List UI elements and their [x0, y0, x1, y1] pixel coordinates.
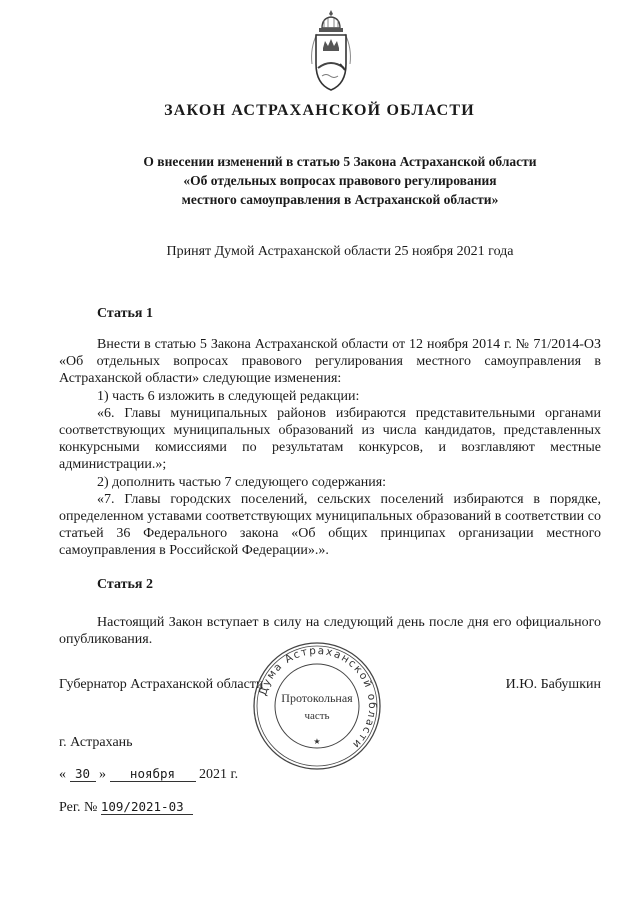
stamp-center-line-2: часть [304, 710, 330, 722]
date-year: 2021 г. [199, 767, 239, 782]
article-1-heading: Статья 1 [97, 306, 153, 321]
subtitle-line: местного самоуправления в Астраханской области» [181, 192, 499, 207]
signing-date [59, 766, 238, 783]
date-month: ноября [110, 766, 196, 782]
registration-label: Рег. № [59, 800, 98, 815]
article-1-item-2: 2) дополнить частью 7 следующего содержания: [97, 474, 387, 490]
subtitle-line: О внесении изменений в статью 5 Закона Астраханской области [143, 154, 537, 169]
registration-number [59, 799, 193, 816]
stamp-star-icon: ★ [313, 737, 321, 746]
subtitle-line: «Об отдельных вопросах правового регулирования [183, 173, 497, 188]
article-1-item-1-text: «6. Главы муниципальных районов избираются представительными органами соответствующих муниципальных образований из числа кандидатов, представленных конкурсными комиссиями по результатам конкурсов, и возглавляют местные администрации.»; [59, 405, 601, 473]
date-open-quote: « [59, 767, 66, 782]
law-subtitle [60, 152, 620, 209]
signatory-name: И.Ю. Бабушкин [505, 677, 601, 692]
article-1-intro: Внести в статью 5 Закона Астраханской области от 12 ноября 2014 г. № 71/2014-ОЗ «Об отдельных вопросах правового регулирования местного самоуправления в Астраханской области» следующие изменения: [59, 337, 601, 387]
duma-stamp [251, 640, 383, 772]
article-1-body [59, 336, 601, 560]
article-2-heading: Статья 2 [97, 577, 153, 592]
stamp-ring-text-path: Дума Астраханской области [257, 644, 379, 752]
adoption-statement: Принят Думой Астраханской области 25 ноября 2021 года [166, 244, 514, 259]
signatory-position: Губернатор Астраханской области [59, 677, 264, 692]
law-title: ЗАКОН АСТРАХАНСКОЙ ОБЛАСТИ [164, 102, 475, 119]
date-close-quote: » [99, 767, 106, 782]
date-day: 30 [70, 766, 96, 782]
astrakhan-coat-of-arms-icon [300, 8, 362, 94]
registration-value: 109/2021-03 [101, 799, 193, 815]
stamp-center-line-1: Протокольная [281, 691, 353, 705]
article-1-item-1: 1) часть 6 изложить в следующей редакции: [97, 388, 360, 404]
article-2-text: Настоящий Закон вступает в силу на следующий день после дня его официального опубликования. [59, 615, 601, 648]
city: г. Астрахань [59, 735, 133, 750]
article-1-item-2-text: «7. Главы городских поселений, сельских поселений избираются в порядке, определенном уставами соответствующих муниципальных образований в соответствии со статьей 36 Федерального закона «Об общих принципах организации местного самоуправления в Российской Федерации».». [59, 491, 601, 559]
